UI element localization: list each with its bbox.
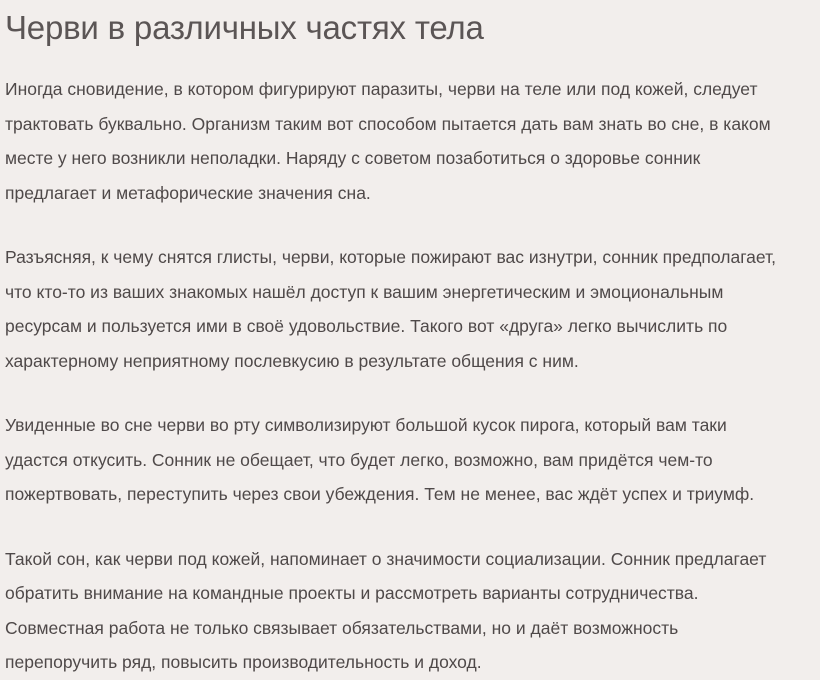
text-line: месте у него возникли неполадки. Наряду с советом позаботиться о здоровье сонник xyxy=(5,148,701,168)
text-line: характерному неприятному послевкусию в результате общения с ним. xyxy=(5,350,579,371)
text-line: Совместная работа не только связывает обязательствами, но и даёт возможность xyxy=(5,617,679,638)
text-line: трактовать буквально. Организм таким вот способом пытается дать вам знать во сне, в каком xyxy=(5,113,771,134)
section-heading: Черви в различных частях тела xyxy=(5,9,484,46)
paragraph-worms-mouth xyxy=(5,408,817,512)
article xyxy=(5,6,817,680)
text-line: предлагает и метафорические значения сна. xyxy=(5,182,371,203)
text-line: перепоручить ряд, повысить производительность и доход. xyxy=(5,652,482,672)
text-line: Увиденные во сне черви во рту символизируют большой кусок пирога, который вам таки xyxy=(5,415,727,435)
text-line: пожертвовать, переступить через свои убеждения. Тем не менее, вас ждёт успех и триумф. xyxy=(5,484,755,504)
text-line: Разъясняя, к чему снятся глисты, черви, которые пожирают вас изнутри, сонник предполагает, xyxy=(5,247,777,267)
text-line: Такой сон, как черви под кожей, напоминает о значимости социализации. Сонник предлагает xyxy=(5,548,767,569)
text-line: ресурсам и пользуется ими в своё удовольствие. Такого вот «друга» легко вычислить по xyxy=(5,316,728,336)
text-line: Иногда сновидение, в котором фигурируют паразиты, черви на теле или под кожей, следует xyxy=(5,79,758,99)
text-line: удастся откусить. Сонник не обещает, что будет легко, возможно, вам придётся чем-то xyxy=(5,449,713,470)
paragraph-literal-meaning xyxy=(5,72,817,210)
text-line: что кто-то из ваших знакомых нашёл доступ к вашим энергетическим и эмоциональным xyxy=(5,281,724,302)
text-line: обратить внимание на командные проекты и рассмотреть варианты сотрудничества. xyxy=(5,583,699,603)
paragraph-worms-inside xyxy=(5,240,817,378)
paragraph-worms-under-skin xyxy=(5,542,817,680)
